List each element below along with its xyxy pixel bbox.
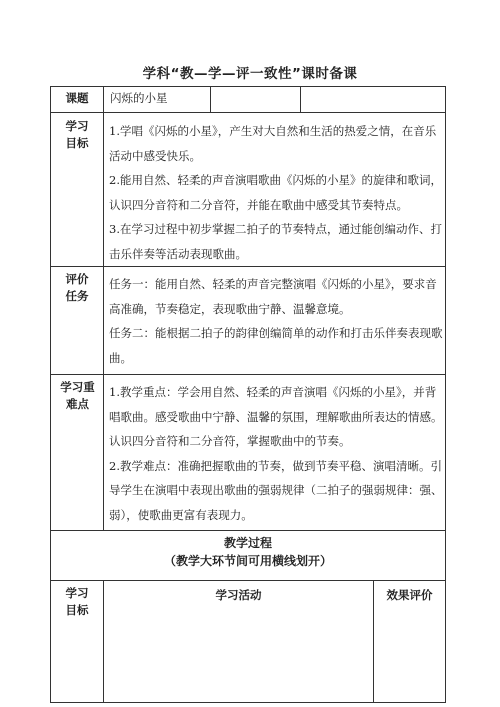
process-subtitle: （教学大环节间可用横线划开） — [163, 554, 332, 568]
key-points-label: 学习重难点 — [60, 380, 95, 411]
evaluation-item: 任务二：能根据二拍子的韵律创编简单的动作和打击乐伴奏表现歌曲。 — [109, 326, 443, 365]
evaluation-content — [109, 272, 443, 370]
objective-item: 2.能用自然、轻柔的声音演唱歌曲《闪烁的小星》的旋律和歌词，认识四分音符和二分音符，并能在歌曲中感受其节奏特点。 — [109, 173, 442, 212]
objectives-label: 学习目标 — [65, 119, 89, 150]
key-point-item: 2.教学难点：准确把握歌曲的节奏，做到节奏平稳、演唱清晰。引导学生在演唱中表现出歌曲的强弱规律（二拍子的强弱规律：强、弱），使歌曲更富有表现力。 — [109, 458, 443, 522]
objectives-content — [109, 119, 443, 267]
key-point-item: 1.教学重点：学会用自然、轻柔的声音演唱《闪烁的小星》，并背唱歌曲。感受歌曲中宁静、温馨的氛围，理解歌曲所表达的情感。认识四分音符和二分音符，掌握歌曲中的节奏。 — [109, 385, 443, 449]
column-header-evaluation: 效果评价 — [386, 588, 433, 602]
evaluation-item: 任务一：能用自然、轻柔的声音完整演唱《闪烁的小星》，要求音高准确，节奏稳定，表现歌曲宁静、温馨意境。 — [109, 277, 437, 316]
key-points-content — [109, 380, 443, 528]
objective-item: 1.学唱《闪烁的小星》，产生对大自然和生活的热爱之情，在音乐活动中感受快乐。 — [109, 124, 437, 163]
evaluation-label: 评价任务 — [65, 272, 89, 303]
topic-label: 课题 — [65, 91, 89, 105]
document-title: 学科“教—学—评一致性”课时备课 — [142, 66, 358, 82]
column-header-activities: 学习活动 — [215, 588, 262, 602]
topic-value: 闪烁的小星 — [110, 91, 168, 105]
process-title: 教学过程 — [223, 536, 272, 550]
objective-item: 3.在学习过程中初步掌握二拍子的节奏特点，通过能创编动作、打击乐伴奏等活动表现歌曲。 — [109, 222, 442, 261]
column-header-objectives: 学习目标 — [65, 586, 89, 617]
